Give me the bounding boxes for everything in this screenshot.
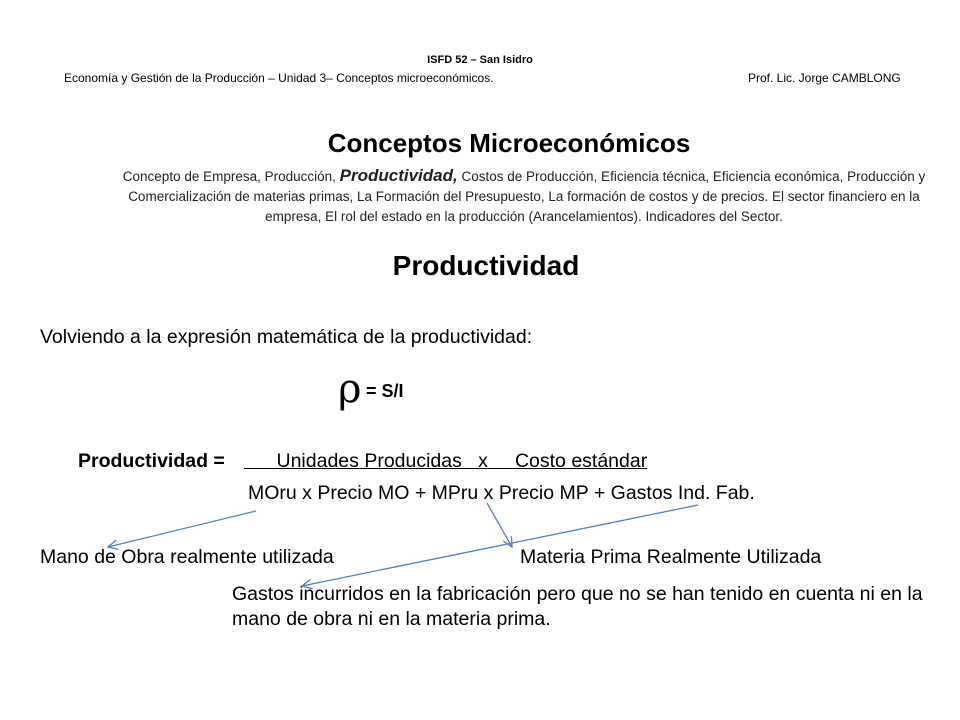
topics-before: Concepto de Empresa, Producción, [122,169,340,184]
arrow-materials [487,503,512,547]
institution-header: ISFD 52 – San Isidro [427,54,533,66]
course-header: Economía y Gestión de la Producción – Unidad 3– Conceptos microeconómicos. [64,71,494,85]
rho-symbol: ρ [338,366,362,412]
fraction-numerator: Unidades Producidas x Costo estándar [244,450,648,472]
fraction-denominator: MOru x Precio MO + MPru x Precio MP + Gastos Ind. Fab. [248,482,755,504]
overhead-note: Gastos incurridos en la fabricación pero que no se han tenido en cuenta ni en la mano de obra ni en la materia prima. [232,583,923,630]
slide-title: Conceptos Microeconómicos [327,128,691,158]
labor-note: Mano de Obra realmente utilizada [40,546,334,568]
productivity-formula: = S/I [366,381,404,401]
topics-after: Costos de Producción, Eficiencia técnica, Eficiencia económica, Producción y Comercialización de materias primas, La Formación del Presupuesto, La formación de costos y de precios. El sector financiero en la empresa, El rol del estado en la producción (Arancelamientos). Indicadores del Sector. [128,169,926,224]
professor-header: Prof. Lic. Jorge CAMBLONG [748,71,901,85]
materials-note: Materia Prima Realmente Utilizada [520,546,822,568]
section-subtitle: Productividad [392,250,580,281]
arrow-overhead [302,505,698,586]
intro-text: Volviendo a la expresión matemática de la productividad: [40,326,533,348]
productivity-label: Productividad = [78,450,225,472]
topics-emphasis: Productividad, [339,166,458,185]
arrow-labor [108,511,256,547]
